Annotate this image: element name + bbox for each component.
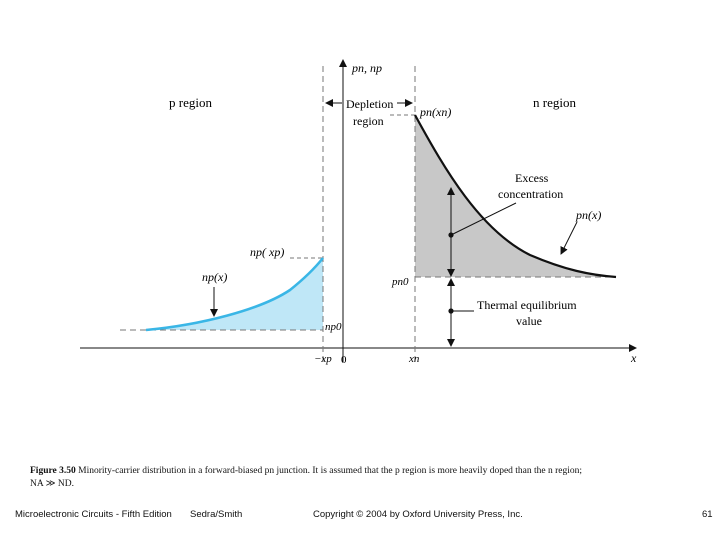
- excess-region-fill-p: [146, 258, 323, 330]
- footer-copyright: Copyright © 2004 by Oxford University Press, Inc.: [313, 509, 523, 520]
- excess-label-2: concentration: [498, 187, 564, 201]
- footer-page-number: 61: [702, 509, 713, 520]
- axis-y-label: pn, np: [352, 61, 382, 75]
- p-region-label: p region: [169, 95, 212, 110]
- footer-authors: Sedra/Smith: [190, 509, 243, 520]
- np-xp-label: np( xp): [250, 245, 285, 259]
- caption-text: Minority-carrier distribution in a forward-biased pn junction. It is assumed that the p region is more heavily doped than the n region; NA ≫ ND.: [30, 466, 583, 489]
- np-x-label: np(x): [202, 270, 228, 284]
- thermal-label-2: value: [516, 314, 542, 328]
- np0-label: np0: [325, 321, 342, 333]
- depletion-label-1: Depletion: [346, 97, 394, 111]
- tick-neg-xp: −xp: [314, 353, 332, 365]
- depletion-label-2: region: [353, 114, 384, 128]
- thermal-label-1: Thermal equilibrium: [477, 298, 577, 312]
- tick-zero: 0: [341, 354, 347, 366]
- excess-label-1: Excess: [515, 171, 549, 185]
- pn-xn-label: pn(xn): [420, 105, 452, 119]
- caption-label: Figure 3.50: [30, 466, 76, 476]
- pn-x-label: pn(x): [576, 208, 602, 222]
- footer-book: Microelectronic Circuits - Fifth Edition: [15, 509, 172, 520]
- figure-caption: [30, 465, 590, 491]
- tick-xn: xn: [409, 353, 420, 365]
- pn-x-pointer: [561, 222, 577, 254]
- pn0-label: pn0: [392, 276, 409, 288]
- axis-x-label: x: [631, 351, 637, 365]
- n-region-label: n region: [533, 95, 576, 110]
